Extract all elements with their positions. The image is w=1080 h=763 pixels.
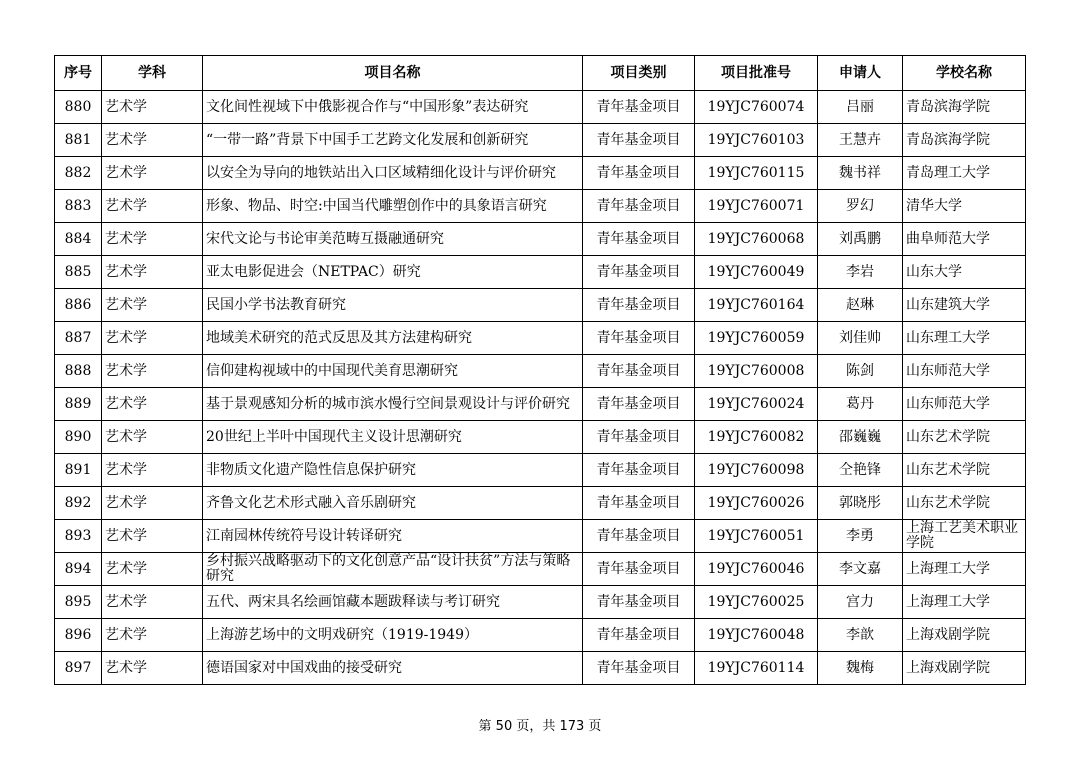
- table-row: [55, 553, 1026, 586]
- cell-category: 青年基金项目: [583, 553, 695, 586]
- cell-project-name: 非物质文化遗产隐性信息保护研究: [203, 454, 583, 487]
- cell-applicant: 刘禹鹏: [818, 223, 903, 256]
- cell-discipline: 艺术学: [102, 256, 203, 289]
- cell-applicant: 罗幻: [818, 190, 903, 223]
- table-row: [55, 388, 1026, 421]
- cell-index: 890: [55, 421, 102, 454]
- cell-category: 青年基金项目: [583, 487, 695, 520]
- cell-index: 886: [55, 289, 102, 322]
- table-row: [55, 124, 1026, 157]
- cell-school: 山东理工大学: [903, 322, 1026, 355]
- cell-index: 882: [55, 157, 102, 190]
- cell-category: 青年基金项目: [583, 322, 695, 355]
- header-discipline: 学科: [102, 56, 203, 91]
- cell-project-name: 齐鲁文化艺术形式融入音乐剧研究: [203, 487, 583, 520]
- cell-index: 892: [55, 487, 102, 520]
- cell-applicant: 魏梅: [818, 652, 903, 685]
- cell-applicant: 李勇: [818, 520, 903, 553]
- cell-project-name: 地域美术研究的范式反思及其方法建构研究: [203, 322, 583, 355]
- project-table: [54, 55, 1026, 685]
- cell-project-name: 亚太电影促进会（NETPAC）研究: [203, 256, 583, 289]
- cell-category: 青年基金项目: [583, 421, 695, 454]
- header-index: 序号: [55, 56, 102, 91]
- cell-discipline: 艺术学: [102, 619, 203, 652]
- cell-discipline: 艺术学: [102, 388, 203, 421]
- cell-project-name: 江南园林传统符号设计转译研究: [203, 520, 583, 553]
- table-row: [55, 421, 1026, 454]
- cell-category: 青年基金项目: [583, 256, 695, 289]
- cell-approval-no: 19YJC760071: [695, 190, 818, 223]
- cell-applicant: 陈剑: [818, 355, 903, 388]
- cell-index: 885: [55, 256, 102, 289]
- cell-school: 山东艺术学院: [903, 487, 1026, 520]
- cell-applicant: 李歆: [818, 619, 903, 652]
- cell-school: 青岛滨海学院: [903, 91, 1026, 124]
- cell-school: 上海戏剧学院: [903, 619, 1026, 652]
- cell-project-name: “一带一路”背景下中国手工艺跨文化发展和创新研究: [203, 124, 583, 157]
- cell-index: 897: [55, 652, 102, 685]
- cell-index: 891: [55, 454, 102, 487]
- cell-school: 上海戏剧学院: [903, 652, 1026, 685]
- cell-applicant: 葛丹: [818, 388, 903, 421]
- cell-approval-no: 19YJC760059: [695, 322, 818, 355]
- cell-category: 青年基金项目: [583, 388, 695, 421]
- cell-category: 青年基金项目: [583, 454, 695, 487]
- cell-approval-no: 19YJC760082: [695, 421, 818, 454]
- cell-approval-no: 19YJC760046: [695, 553, 818, 586]
- cell-applicant: 李岩: [818, 256, 903, 289]
- cell-approval-no: 19YJC760049: [695, 256, 818, 289]
- cell-applicant: 李文嘉: [818, 553, 903, 586]
- table-row: [55, 520, 1026, 553]
- cell-index: 884: [55, 223, 102, 256]
- cell-index: 883: [55, 190, 102, 223]
- cell-approval-no: 19YJC760114: [695, 652, 818, 685]
- cell-index: 881: [55, 124, 102, 157]
- cell-school: 山东建筑大学: [903, 289, 1026, 322]
- cell-approval-no: 19YJC760074: [695, 91, 818, 124]
- cell-discipline: 艺术学: [102, 223, 203, 256]
- cell-school: 山东大学: [903, 256, 1026, 289]
- cell-index: 895: [55, 586, 102, 619]
- cell-category: 青年基金项目: [583, 91, 695, 124]
- cell-project-name: 基于景观感知分析的城市滨水慢行空间景观设计与评价研究: [203, 388, 583, 421]
- cell-approval-no: 19YJC760164: [695, 289, 818, 322]
- cell-project-name: 乡村振兴战略驱动下的文化创意产品“设计扶贫”方法与策略研究: [203, 553, 583, 586]
- cell-discipline: 艺术学: [102, 520, 203, 553]
- cell-category: 青年基金项目: [583, 586, 695, 619]
- cell-discipline: 艺术学: [102, 91, 203, 124]
- cell-discipline: 艺术学: [102, 421, 203, 454]
- header-project-name: 项目名称: [203, 56, 583, 91]
- cell-index: 888: [55, 355, 102, 388]
- cell-discipline: 艺术学: [102, 124, 203, 157]
- table-row: [55, 223, 1026, 256]
- cell-index: 896: [55, 619, 102, 652]
- table-row: [55, 454, 1026, 487]
- table-body: [55, 91, 1026, 685]
- header-approval-no: 项目批准号: [695, 56, 818, 91]
- cell-discipline: 艺术学: [102, 322, 203, 355]
- table-row: [55, 487, 1026, 520]
- cell-discipline: 艺术学: [102, 454, 203, 487]
- cell-project-name: 20世纪上半叶中国现代主义设计思潮研究: [203, 421, 583, 454]
- cell-discipline: 艺术学: [102, 355, 203, 388]
- header-row: [55, 56, 1026, 91]
- cell-school: 曲阜师范大学: [903, 223, 1026, 256]
- header-category: 项目类别: [583, 56, 695, 91]
- cell-approval-no: 19YJC760026: [695, 487, 818, 520]
- cell-approval-no: 19YJC760048: [695, 619, 818, 652]
- cell-applicant: 魏书祥: [818, 157, 903, 190]
- cell-project-name: 文化间性视域下中俄影视合作与“中国形象”表达研究: [203, 91, 583, 124]
- cell-school: 上海理工大学: [903, 553, 1026, 586]
- cell-approval-no: 19YJC760008: [695, 355, 818, 388]
- table-row: [55, 652, 1026, 685]
- cell-approval-no: 19YJC760051: [695, 520, 818, 553]
- cell-category: 青年基金项目: [583, 190, 695, 223]
- cell-category: 青年基金项目: [583, 619, 695, 652]
- cell-applicant: 吕丽: [818, 91, 903, 124]
- cell-school: 上海工艺美术职业学院: [903, 520, 1026, 553]
- table-row: [55, 322, 1026, 355]
- header-applicant: 申请人: [818, 56, 903, 91]
- cell-discipline: 艺术学: [102, 652, 203, 685]
- cell-index: 887: [55, 322, 102, 355]
- cell-project-name: 宋代文论与书论审美范畴互摄融通研究: [203, 223, 583, 256]
- table-row: [55, 91, 1026, 124]
- cell-discipline: 艺术学: [102, 157, 203, 190]
- cell-applicant: 仝艳锋: [818, 454, 903, 487]
- cell-project-name: 德语国家对中国戏曲的接受研究: [203, 652, 583, 685]
- table-row: [55, 619, 1026, 652]
- cell-project-name: 形象、物品、时空:中国当代雕塑创作中的具象语言研究: [203, 190, 583, 223]
- header-school: 学校名称: [903, 56, 1026, 91]
- cell-category: 青年基金项目: [583, 124, 695, 157]
- cell-school: 山东师范大学: [903, 388, 1026, 421]
- table-row: [55, 289, 1026, 322]
- cell-category: 青年基金项目: [583, 520, 695, 553]
- cell-discipline: 艺术学: [102, 487, 203, 520]
- cell-applicant: 郭晓彤: [818, 487, 903, 520]
- cell-category: 青年基金项目: [583, 157, 695, 190]
- table-row: [55, 355, 1026, 388]
- cell-approval-no: 19YJC760024: [695, 388, 818, 421]
- cell-school: 青岛理工大学: [903, 157, 1026, 190]
- cell-approval-no: 19YJC760115: [695, 157, 818, 190]
- cell-category: 青年基金项目: [583, 289, 695, 322]
- cell-applicant: 宫力: [818, 586, 903, 619]
- cell-project-name: 信仰建构视域中的中国现代美育思潮研究: [203, 355, 583, 388]
- cell-applicant: 赵琳: [818, 289, 903, 322]
- cell-discipline: 艺术学: [102, 289, 203, 322]
- cell-project-name: 上海游艺场中的文明戏研究（1919-1949）: [203, 619, 583, 652]
- cell-school: 青岛滨海学院: [903, 124, 1026, 157]
- cell-category: 青年基金项目: [583, 652, 695, 685]
- cell-project-name: 五代、两宋具名绘画馆藏本题跋释读与考订研究: [203, 586, 583, 619]
- table-row: [55, 256, 1026, 289]
- cell-index: 880: [55, 91, 102, 124]
- cell-applicant: 邵巍巍: [818, 421, 903, 454]
- cell-discipline: 艺术学: [102, 553, 203, 586]
- cell-applicant: 王慧卉: [818, 124, 903, 157]
- cell-index: 894: [55, 553, 102, 586]
- cell-category: 青年基金项目: [583, 355, 695, 388]
- page-number: 第 50 页，共 173 页: [478, 719, 602, 734]
- cell-discipline: 艺术学: [102, 586, 203, 619]
- cell-school: 山东艺术学院: [903, 454, 1026, 487]
- cell-approval-no: 19YJC760068: [695, 223, 818, 256]
- cell-index: 889: [55, 388, 102, 421]
- cell-school: 清华大学: [903, 190, 1026, 223]
- cell-category: 青年基金项目: [583, 223, 695, 256]
- cell-approval-no: 19YJC760103: [695, 124, 818, 157]
- cell-school: 山东艺术学院: [903, 421, 1026, 454]
- cell-approval-no: 19YJC760025: [695, 586, 818, 619]
- table-row: [55, 190, 1026, 223]
- table-row: [55, 157, 1026, 190]
- cell-discipline: 艺术学: [102, 190, 203, 223]
- cell-project-name: 民国小学书法教育研究: [203, 289, 583, 322]
- cell-school: 上海理工大学: [903, 586, 1026, 619]
- cell-project-name: 以安全为导向的地铁站出入口区域精细化设计与评价研究: [203, 157, 583, 190]
- table-row: [55, 586, 1026, 619]
- cell-school: 山东师范大学: [903, 355, 1026, 388]
- cell-index: 893: [55, 520, 102, 553]
- cell-applicant: 刘佳帅: [818, 322, 903, 355]
- cell-approval-no: 19YJC760098: [695, 454, 818, 487]
